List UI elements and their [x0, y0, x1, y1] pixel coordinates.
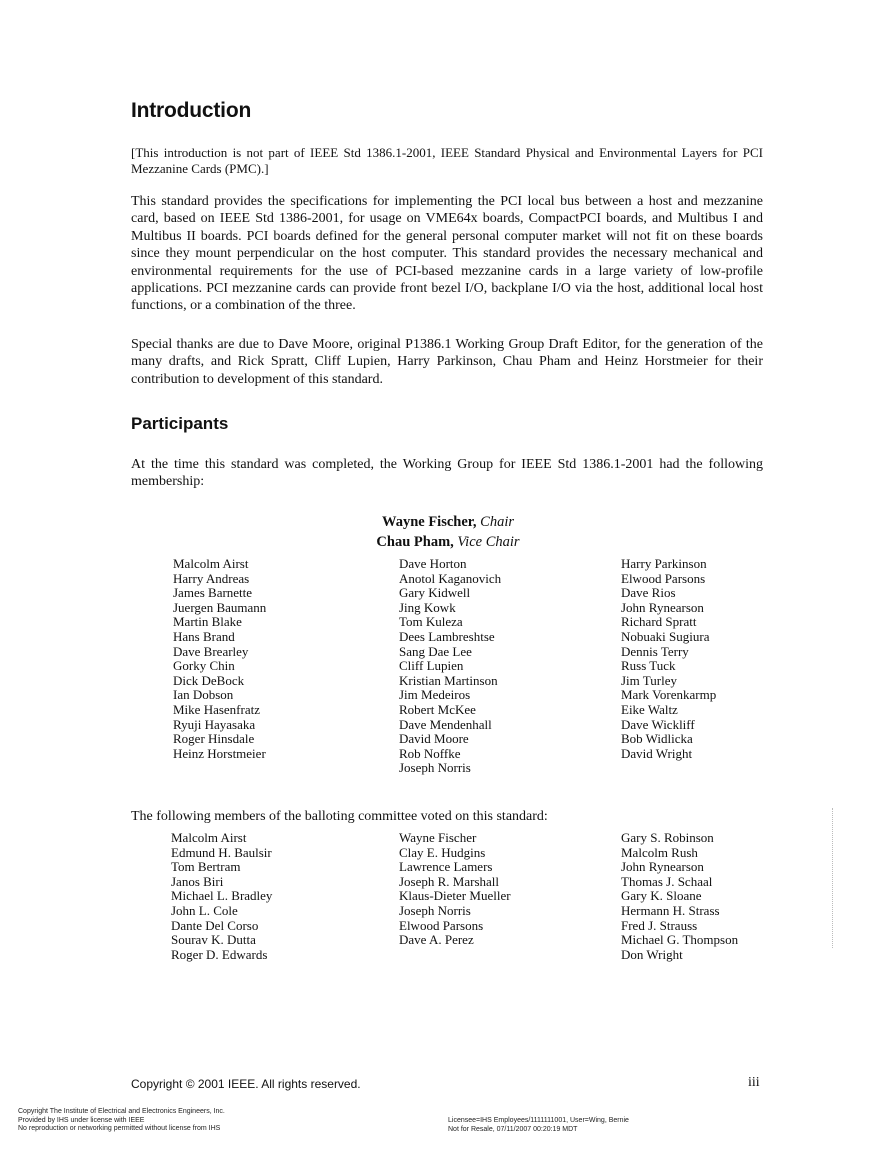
list-item: Don Wright	[621, 946, 683, 962]
list-item: Dennis Terry	[621, 643, 689, 659]
vice-chair-line	[0, 532, 896, 552]
list-item: Thomas J. Schaal	[621, 873, 713, 889]
list-item: Klaus-Dieter Mueller	[399, 888, 511, 904]
list-item: Harry Parkinson	[621, 556, 707, 571]
list-item: Wayne Fischer	[399, 830, 477, 845]
list-item: Ian Dobson	[173, 687, 234, 703]
list-item: Gorky Chin	[173, 658, 235, 674]
list-item: Hermann H. Strass	[621, 902, 720, 918]
list-item: Martin Blake	[173, 614, 242, 630]
list-item: Lawrence Lamers	[399, 859, 493, 875]
page-number: iii	[748, 1075, 760, 1090]
list-item: Fred J. Strauss	[621, 917, 698, 933]
list-item: Dave Wickliff	[621, 716, 695, 732]
list-item: Mike Hasenfratz	[173, 701, 260, 717]
list-item: Dick DeBock	[173, 672, 245, 688]
list-item: Joseph R. Marshall	[399, 873, 500, 889]
list-item: Dave Brearley	[173, 643, 249, 659]
scan-artifact	[832, 808, 835, 948]
list-item: Provided by IHS under license with IEEE	[18, 1116, 145, 1124]
list-item: Gary S. Robinson	[621, 830, 714, 845]
list-item: Eike Waltz	[621, 701, 678, 717]
list-item: Roger D. Edwards	[171, 946, 268, 962]
list-item: John Rynearson	[621, 599, 704, 615]
list-item: No reproduction or networking permitted without license from IHS	[18, 1125, 221, 1133]
chair-line	[0, 512, 896, 532]
balloting-column-3	[621, 831, 738, 962]
list-item: Nobuaki Sugiura	[621, 628, 710, 644]
list-item: Roger Hinsdale	[173, 731, 255, 747]
list-item: Cliff Lupien	[399, 658, 464, 674]
license-notice-right	[448, 1117, 629, 1134]
page-title: Introduction	[131, 99, 252, 122]
list-item: Robert McKee	[399, 701, 476, 717]
list-item: Heinz Horstmeier	[173, 745, 266, 761]
vice-chair-role: Vice Chair	[457, 534, 520, 550]
list-item: Clay E. Hudgins	[399, 844, 486, 860]
license-notice-left	[18, 1108, 225, 1134]
list-item: Joseph Norris	[399, 902, 471, 918]
list-item: Dave A. Perez	[399, 932, 474, 948]
list-item: Michael G. Thompson	[621, 932, 739, 948]
balloting-intro: The following members of the balloting committee voted on this standard:	[131, 809, 548, 824]
list-item: Joseph Norris	[399, 760, 471, 776]
list-item: Not for Resale, 07/11/2007 00:20:19 MDT	[448, 1125, 578, 1133]
intro-note: [This introduction is not part of IEEE Std 1386.1-2001, IEEE Standard Physical and Environmental Layers for PCI Mezzanine Cards (PMC).]	[131, 145, 763, 177]
list-item: Dante Del Corso	[171, 917, 259, 933]
vice-chair-name: Chau Pham,	[376, 534, 454, 550]
list-item: Michael L. Bradley	[171, 888, 273, 904]
list-item: Juergen Baumann	[173, 599, 267, 615]
list-item: Dave Horton	[399, 556, 467, 571]
copyright-notice: Copyright © 2001 IEEE. All rights reserved.	[131, 1077, 361, 1091]
list-item: Licensee=IHS Employees/1111111001, User=Wing, Bernie	[448, 1117, 629, 1124]
list-item: Dave Rios	[621, 585, 676, 601]
list-item: Russ Tuck	[621, 658, 676, 674]
intro-paragraph-1: This standard provides the specifications for implementing the PCI local bus between a host and mezzanine card, based on IEEE Std 1386-2001, for usage on VME64x boards, CompactPCI boards, and Multibus I and Multibus II boards. PCI boards defined for the general personal computer market will not fit on these boards since they mount perpendicular on the host computer. This standard provides the necessary mechanical and environmental requirements for the use of PCI-based mezzanine cards in a large variety of low-profile applications. PCI mezzanine cards can provide front bezel I/O, backplane I/O via the host, additional local host functions, or a combination of the three.	[131, 194, 763, 314]
list-item: Mark Vorenkarmp	[621, 687, 717, 703]
list-item: Edmund H. Baulsir	[171, 844, 272, 860]
list-item: Bob Widlicka	[621, 731, 693, 747]
list-item: Sourav K. Dutta	[171, 932, 256, 948]
list-item: Harry Andreas	[173, 570, 250, 586]
working-group-column-3	[621, 557, 716, 761]
balloting-column-2	[399, 831, 511, 948]
list-item: Malcolm Airst	[171, 830, 247, 845]
list-item: Copyright The Institute of Electrical and Electronics Engineers, Inc.	[18, 1108, 225, 1115]
list-item: John L. Cole	[171, 902, 238, 918]
chair-role: Chair	[480, 514, 514, 530]
list-item: Kristian Martinson	[399, 672, 498, 688]
list-item: John Rynearson	[621, 859, 704, 875]
list-item: Malcolm Rush	[621, 844, 698, 860]
list-item: Jing Kowk	[399, 599, 456, 615]
list-item: Elwood Parsons	[399, 917, 484, 933]
participants-heading: Participants	[131, 414, 229, 433]
list-item: Jim Turley	[621, 672, 677, 688]
working-group-column-1	[173, 557, 266, 761]
list-item: Malcolm Airst	[173, 556, 249, 571]
chair-name: Wayne Fischer,	[382, 514, 477, 530]
working-group-column-2	[399, 557, 501, 776]
working-group-officers	[0, 512, 896, 552]
list-item: Tom Bertram	[171, 859, 241, 875]
list-item: David Wright	[621, 745, 693, 761]
participants-intro: At the time this standard was completed, the Working Group for IEEE Std 1386.1-2001 had the following membership:	[131, 457, 763, 490]
list-item: Gary Kidwell	[399, 585, 471, 601]
list-item: Tom Kuleza	[399, 614, 463, 630]
list-item: Hans Brand	[173, 628, 235, 644]
list-item: James Barnette	[173, 585, 253, 601]
list-item: Anotol Kaganovich	[399, 570, 502, 586]
list-item: Dave Mendenhall	[399, 716, 492, 732]
list-item: Sang Dae Lee	[399, 643, 472, 659]
balloting-column-1	[171, 831, 272, 962]
list-item: Janos Biri	[171, 873, 224, 889]
list-item: Richard Spratt	[621, 614, 697, 630]
list-item: Ryuji Hayasaka	[173, 716, 256, 732]
list-item: Elwood Parsons	[621, 570, 706, 586]
list-item: Dees Lambreshtse	[399, 628, 495, 644]
list-item: Gary K. Sloane	[621, 888, 702, 904]
list-item: Jim Medeiros	[399, 687, 471, 703]
list-item: David Moore	[399, 731, 469, 747]
intro-paragraph-2: Special thanks are due to Dave Moore, original P1386.1 Working Group Draft Editor, for the generation of the many drafts, and Rick Spratt, Cliff Lupien, Harry Parkinson, Chau Pham and Heinz Horstmeier for their contribution to development of this standard.	[131, 337, 763, 387]
list-item: Rob Noffke	[399, 745, 461, 761]
